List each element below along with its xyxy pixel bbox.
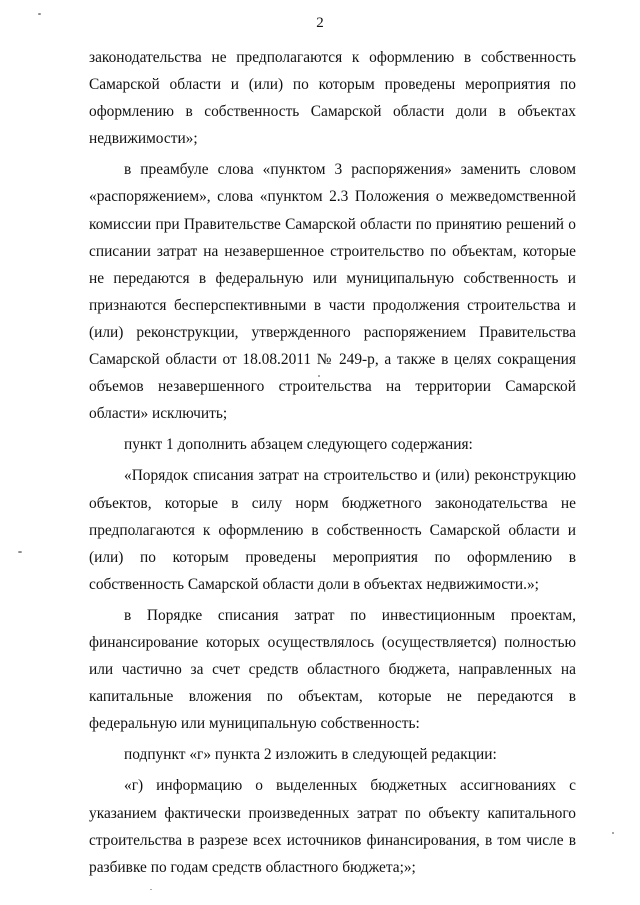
scan-speck [318,375,320,377]
page-number: 2 [316,15,324,31]
scan-speck [18,551,22,553]
paragraph-item-1: пункт 1 дополнить абзацем следующего содержания: [124,436,473,454]
paragraph-quote-g: «г) информацию о выделенных бюджетных ассигнованиях с указанием фактически произведенных затрат по объекту капитального строительства в разрезе всех источников финансирования, в том числе в разбивке по годам средств областного бюджета;»; [89,777,576,876]
paragraph-continuation: законодательства не предполагаются к оформлению в собственность Самарской области и (или) по которым проведены мероприятия по оформлению в собственность Самарской области доли в объектах недвижимости»; [89,49,576,148]
scan-speck [38,13,41,15]
paragraph-quote-1: «Порядок списания затрат на строительство и (или) реконструкцию объектов, которые в силу норм бюджетного законодательства не предполагаются к оформлению в собственность Самарской области и (или) по которым проведены мероприятия по оформлению в собственность Самарской области доли в объектах недвижимости.»; [89,467,576,593]
document-body [89,44,576,881]
paragraph-procedure: в Порядке списания затрат по инвестиционным проектам, финансирование которых осуществлялось (осуществляется) полностью или частично за счет средств областного бюджета, направленных на капитальные вложения по объектам, которые не передаются в федеральную или муниципальную собственность: [89,606,576,733]
paragraph-preamble: в преамбуле слова «пунктом 3 распоряжения» заменить словом «распоряжением», слова «пунктом 2.3 Положения о межведомственной комиссии при Правительстве Самарской области по принятию решений о списании затрат на незавершенное строительство по объектам, которые не передаются в федеральную или муниципальную собственность и признаются бесперспективными в части продолжения строительства и (или) реконструкции, утвержденного распоряжением Правительства Самарской области от 18.08.2011 № 249-р, а также в целях сокращения объемов незавершенного строительства на территории Самарской области» исключить; [89,161,576,423]
scan-speck [150,889,152,890]
scan-speck [612,832,614,834]
paragraph-subitem-g: подпункт «г» пункта 2 изложить в следующей редакции: [124,746,497,764]
